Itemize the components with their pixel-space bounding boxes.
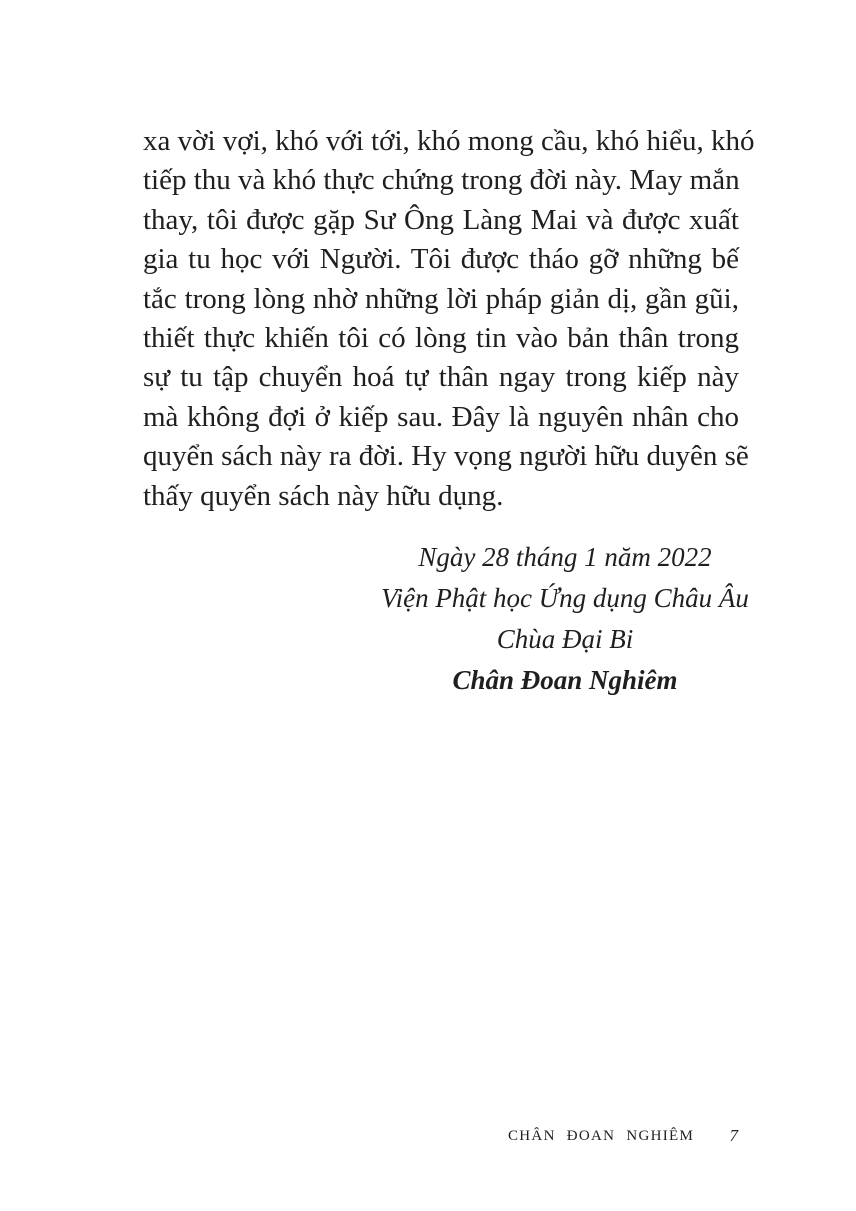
paragraph-line: sự tu tập chuyển hoá tự thân ngay trong kiếp này [143, 361, 739, 394]
signature-author: Chân Đoan Nghiêm [452, 665, 678, 695]
paragraph-line: quyển sách này ra đời. Hy vọng người hữu duyên sẽ [143, 440, 749, 473]
page-number: 7 [729, 1126, 738, 1145]
signature-institute: Viện Phật học Ứng dụng Châu Âu [381, 583, 749, 613]
paragraph-line: mà không đợi ở kiếp sau. Đây là nguyên nhân cho [143, 400, 739, 433]
paragraph-line: thiết thực khiến tôi có lòng tin vào bản thân trong [143, 322, 739, 355]
signature-temple: Chùa Đại Bi [496, 624, 634, 654]
paragraph-line: thấy quyển sách này hữu dụng. [143, 479, 504, 512]
running-footer [470, 1125, 740, 1147]
body-paragraph [143, 122, 755, 516]
signature-block [340, 537, 790, 701]
footer-running-title: CHÂN ĐOAN NGHIÊM [508, 1128, 695, 1144]
paragraph-line: tắc trong lòng nhờ những lời pháp giản dị, gần gũi, [143, 282, 739, 315]
paragraph-line: thay, tôi được gặp Sư Ông Làng Mai và được xuất [143, 203, 739, 236]
paragraph-line: gia tu học với Người. Tôi được tháo gỡ những bế [143, 243, 739, 276]
signature-date: Ngày 28 tháng 1 năm 2022 [418, 542, 712, 572]
paragraph-line: xa vời vợi, khó với tới, khó mong cầu, khó hiểu, khó [143, 125, 755, 157]
paragraph-line: tiếp thu và khó thực chứng trong đời này. May mắn [143, 164, 740, 197]
